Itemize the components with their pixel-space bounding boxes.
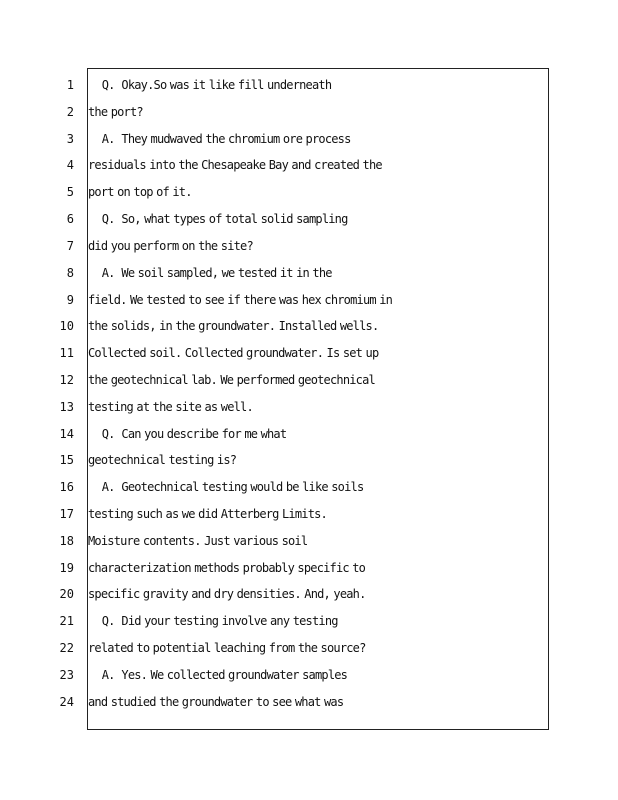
line-number-20: 20	[59, 587, 74, 601]
line-text-2: the port?	[88, 105, 143, 119]
line-text-17: testing such as we did Atterberg Limits.	[88, 507, 327, 521]
line-text-8: A. We soil sampled, we tested it in the	[88, 266, 332, 280]
line-number-3: 3	[66, 132, 74, 146]
line-number-4: 4	[66, 158, 74, 172]
line-number-23: 23	[59, 668, 74, 682]
line-number-21: 21	[59, 614, 74, 628]
line-text-3: A. They mudwaved the chromium ore process	[88, 132, 351, 146]
line-text-6: Q. So, what types of total solid sampling	[88, 212, 348, 226]
line-text-24: and studied the groundwater to see what was	[88, 695, 344, 709]
line-number-2: 2	[66, 105, 74, 119]
line-text-7: did you perform on the site?	[88, 239, 253, 253]
line-number-17: 17	[59, 507, 74, 521]
line-number-9: 9	[66, 293, 74, 307]
line-number-7: 7	[66, 239, 74, 253]
line-text-20: specific gravity and dry densities. And, yeah.	[88, 587, 366, 601]
line-number-8: 8	[66, 266, 74, 280]
line-number-6: 6	[66, 212, 74, 226]
line-number-14: 14	[59, 427, 74, 441]
line-number-1: 1	[66, 78, 74, 92]
line-text-19: characterization methods probably specific to	[88, 561, 366, 575]
line-number-18: 18	[59, 534, 74, 548]
line-number-15: 15	[59, 453, 74, 467]
line-text-5: port on top of it.	[88, 185, 192, 199]
line-number-13: 13	[59, 400, 74, 414]
line-number-22: 22	[59, 641, 74, 655]
line-text-10: the solids, in the groundwater. Installed wells.	[88, 319, 379, 333]
line-number-5: 5	[66, 185, 74, 199]
line-text-22: related to potential leaching from the source?	[88, 641, 366, 655]
line-text-21: Q. Did your testing involve any testing	[88, 614, 338, 628]
line-number-10: 10	[59, 319, 74, 333]
line-text-16: A. Geotechnical testing would be like soils	[88, 480, 364, 494]
line-number-19: 19	[59, 561, 74, 575]
line-number-11: 11	[59, 346, 74, 360]
line-text-12: the geotechnical lab. We performed geotechnical	[88, 373, 375, 387]
line-text-4: residuals into the Chesapeake Bay and created the	[88, 158, 382, 172]
line-text-1: Q. Okay.So was it like fill underneath	[88, 78, 332, 92]
line-text-13: testing at the site as well.	[88, 400, 253, 414]
line-text-14: Q. Can you describe for me what	[88, 427, 287, 441]
line-text-11: Collected soil. Collected groundwater. Is set up	[88, 346, 379, 360]
line-text-18: Moisture contents. Just various soil	[88, 534, 308, 548]
line-text-23: A. Yes. We collected groundwater samples	[88, 668, 348, 682]
line-text-9: field. We tested to see if there was hex chromium in	[88, 293, 393, 307]
line-number-24: 24	[59, 695, 74, 709]
line-text-15: geotechnical testing is?	[88, 453, 237, 467]
line-number-12: 12	[59, 373, 74, 387]
line-number-16: 16	[59, 480, 74, 494]
